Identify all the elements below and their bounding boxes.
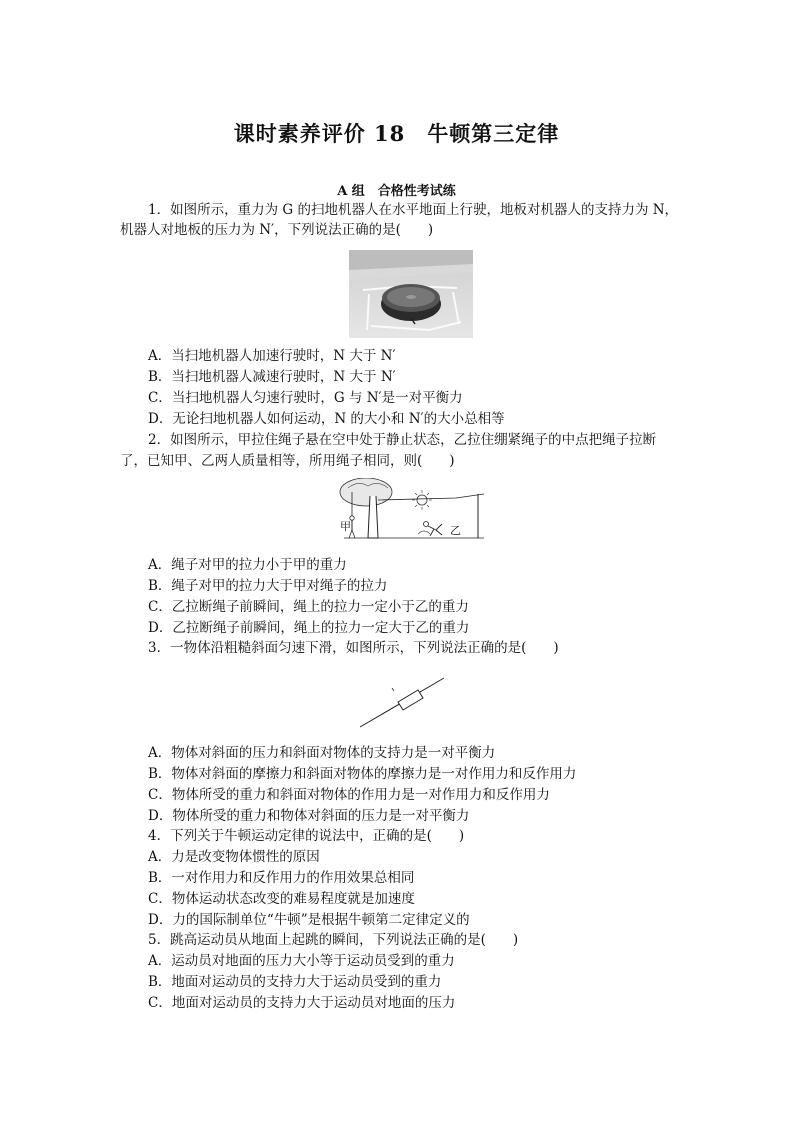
q1-option-a: A．当扫地机器人加速行驶时，N 大于 N′ — [148, 348, 396, 364]
q5-option-a: A．运动员对地面的压力大小等于运动员受到的重力 — [148, 953, 455, 969]
q1-option-b: B．当扫地机器人减速行驶时，N 大于 N′ — [148, 369, 396, 385]
q5-stem: 5．跳高运动员从地面上起跳的瞬间，下列说法正确的是( ) — [148, 932, 519, 948]
q1-stem-line2: 机器人对地板的压力为 N′，下列说法正确的是( ) — [120, 222, 434, 238]
rope-figure — [338, 478, 484, 542]
q4-option-a: A．力是改变物体惯性的原因 — [148, 849, 320, 865]
q3-option-c: C．物体所受的重力和斜面对物体的作用力是一对作用力和反作用力 — [148, 787, 550, 803]
q4-option-d: D．力的国际制单位“牛顿”是根据牛顿第二定律定义的 — [148, 912, 470, 928]
robot-vacuum-figure — [349, 250, 473, 338]
q2-stem-line2: 了，已知甲、乙两人质量相等，所用绳子相同，则( ) — [120, 453, 455, 469]
q1-option-c: C．当扫地机器人匀速行驶时，G 与 N′是一对平衡力 — [148, 390, 463, 406]
q4-option-c: C．物体运动状态改变的难易程度就是加速度 — [148, 891, 415, 907]
q1-stem-line1: 1．如图所示，重力为 G 的扫地机器人在水平地面上行驶，地板对机器人的支持力为 N， — [148, 202, 679, 218]
q2-stem-line1: 2．如图所示，甲拉住绳子悬在空中处于静止状态，乙拉住绷紧绳子的中点把绳子拉断 — [148, 432, 657, 448]
tree-rope-illustration — [338, 478, 484, 542]
q1-option-d: D．无论扫地机器人如何运动，N 的大小和 N′的大小总相等 — [148, 411, 505, 427]
q4-stem: 4．下列关于牛顿运动定律的说法中，正确的是( ) — [148, 828, 465, 844]
section-heading: A 组 合格性考试练 — [337, 184, 456, 199]
page-title: 课时素养评价 18 牛顿第三定律 — [233, 121, 560, 146]
q2-option-a: A．绳子对甲的拉力小于甲的重力 — [148, 557, 347, 573]
q3-stem: 3．一物体沿粗糙斜面匀速下滑，如图所示，下列说法正确的是( ) — [148, 640, 559, 656]
label-yi: 乙 — [450, 524, 461, 537]
q3-option-a: A．物体对斜面的压力和斜面对物体的支持力是一对平衡力 — [148, 745, 496, 761]
q2-option-c: C．乙拉断绳子前瞬间，绳上的拉力一定小于乙的重力 — [148, 599, 469, 615]
q3-option-d: D．物体所受的重力和物体对斜面的压力是一对平衡力 — [148, 808, 470, 824]
q2-option-b: B．绳子对甲的拉力大于甲对绳子的拉力 — [148, 578, 388, 594]
incline-figure — [358, 664, 446, 730]
q5-option-b: B．地面对运动员的支持力大于运动员受到的重力 — [148, 974, 442, 990]
q5-option-c: C．地面对运动员的支持力大于运动员对地面的压力 — [148, 995, 456, 1011]
block-icon — [398, 690, 423, 710]
q3-option-b: B．物体对斜面的摩擦力和斜面对物体的摩擦力是一对作用力和反作用力 — [148, 766, 577, 782]
label-jia: 甲 — [340, 520, 351, 533]
q2-option-d: D．乙拉断绳子前瞬间，绳上的拉力一定大于乙的重力 — [148, 620, 470, 636]
q4-option-b: B．一对作用力和反作用力的作用效果总相同 — [148, 870, 415, 886]
